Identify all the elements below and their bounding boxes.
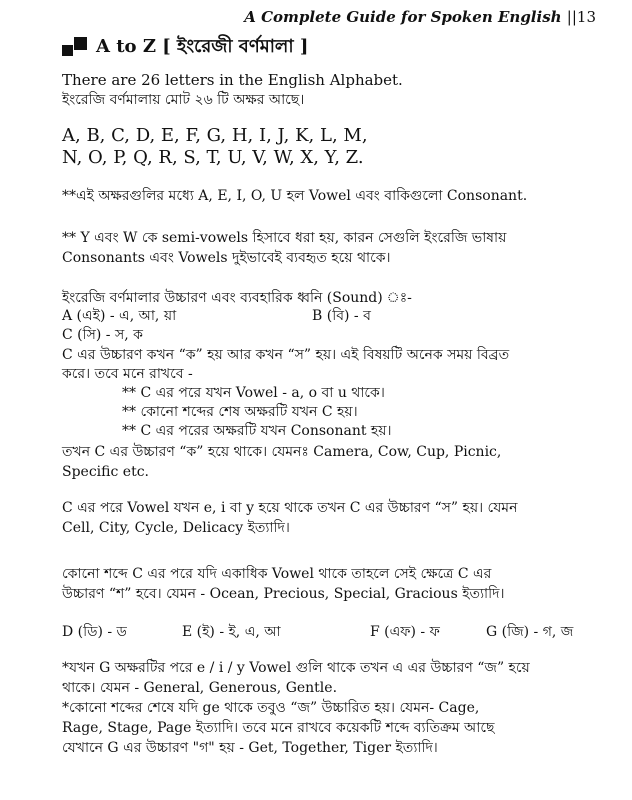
note-vowel: **এই অক্ষরগুলির মধ্যে A, E, I, O, U হল Vowel এবং বাকিগুলো Consonant. <box>62 188 528 204</box>
c-sh-line-1: কোনো শব্দে C এর পরে যদি একাধিক Vowel থাকে তাহলে সেই ক্ষেত্রে C এর <box>62 566 492 582</box>
g-rule-line-3: *কোনো শব্দের শেষে যদি ge থাকে তবুও “জ” উচ্চারিত হয়। যেমন- Cage, <box>62 700 480 716</box>
c-soft-line-2: Cell, City, Cycle, Delicacy ইত্যাদি। <box>62 520 290 536</box>
c-rule-point-2: ** কোনো শব্দের শেষ অক্ষরটি যখন C হয়। <box>122 404 358 420</box>
pronunciation-f: F (এফ) - ফ <box>370 624 440 640</box>
pronunciation-b: B (বি) - ব <box>312 308 371 324</box>
g-rule-line-1: *যখন G অক্ষরটির পরে e / i / y Vowel গুলি থাকে তখন এ এর উচ্চারণ “জ” হয়ে <box>62 660 530 676</box>
intro-english: There are 26 letters in the English Alphabet. <box>62 71 403 89</box>
pronunciation-intro: ইংরেজি বর্ণমালার উচ্চারণ এবং ব্যবহারিক ধ্বনি (Sound) ঃ- <box>62 290 412 306</box>
section-title-text: A to Z <box>96 36 156 57</box>
pronunciation-d: D (ডি) - ড <box>62 624 127 640</box>
section-subtitle: [ ইংরেজী বর্ণমালা ] <box>162 36 309 57</box>
c-rule-example-2: Specific etc. <box>62 464 149 480</box>
note-semi-line-1: ** Y এবং W কে semi-vowels হিসাবে ধরা হয়, কারন সেগুলি ইংরেজি ভাষায় <box>62 230 507 246</box>
c-sh-line-2: উচ্চারণ “শ” হবে। যেমন - Ocean, Precious, Special, Gracious ইত্যাদি। <box>62 586 505 602</box>
bullet-squares-icon <box>62 37 92 57</box>
pronunciation-g: G (জি) - গ, জ <box>486 624 574 640</box>
pronunciation-e: E (ই) - ই, এ, আ <box>182 624 281 640</box>
header-title: A Complete Guide for Spoken English <box>244 8 562 26</box>
running-header <box>244 8 596 26</box>
c-rule-line-1: C এর উচ্চারণ কখন “ক” হয় আর কখন “স” হয়। এই বিষয়টি অনেক সময় বিব্রত <box>62 347 510 363</box>
alphabet-row-1: A, B, C, D, E, F, G, H, I, J, K, L, M, <box>62 125 368 146</box>
section-title <box>62 32 308 63</box>
g-rule-line-5: যেখানে G এর উচ্চারণ "গ" হয় - Get, Together, Tiger ইত্যাদি। <box>62 740 438 756</box>
c-rule-line-2: করে। তবে মনে রাখবে - <box>62 366 193 382</box>
c-rule-example-1: তখন C এর উচ্চারণ “ক” হয়ে থাকে। যেমনঃ Camera, Cow, Cup, Picnic, <box>62 444 502 460</box>
c-soft-line-1: C এর পরে Vowel যখন e, i বা y হয়ে থাকে তখন C এর উচ্চারণ “স” হয়। যেমন <box>62 500 518 516</box>
intro-bengali: ইংরেজি বর্ণমালায় মোট ২৬ টি অক্ষর আছে। <box>62 92 305 108</box>
pronunciation-c: C (সি) - স, ক <box>62 327 143 343</box>
note-semi-line-2: Consonants এবং Vowels দুইভাবেই ব্যবহৃত হয়ে থাকে। <box>62 250 391 266</box>
pronunciation-a: A (এই) - এ, আ, য়া <box>62 308 177 324</box>
alphabet-row-2: N, O, P, Q, R, S, T, U, V, W, X, Y, Z. <box>62 147 364 168</box>
g-rule-line-4: Rage, Stage, Page ইত্যাদি। তবে মনে রাখবে কয়েকটি শব্দে ব্যতিক্রম আছে <box>62 720 495 736</box>
page-number: ||13 <box>566 8 596 26</box>
g-rule-line-2: থাকে। যেমন - General, Generous, Gentle. <box>62 680 338 696</box>
c-rule-point-1: ** C এর পরে যখন Vowel - a, o বা u থাকে। <box>122 385 385 401</box>
c-rule-point-3: ** C এর পরের অক্ষরটি যখন Consonant হয়। <box>122 423 392 439</box>
